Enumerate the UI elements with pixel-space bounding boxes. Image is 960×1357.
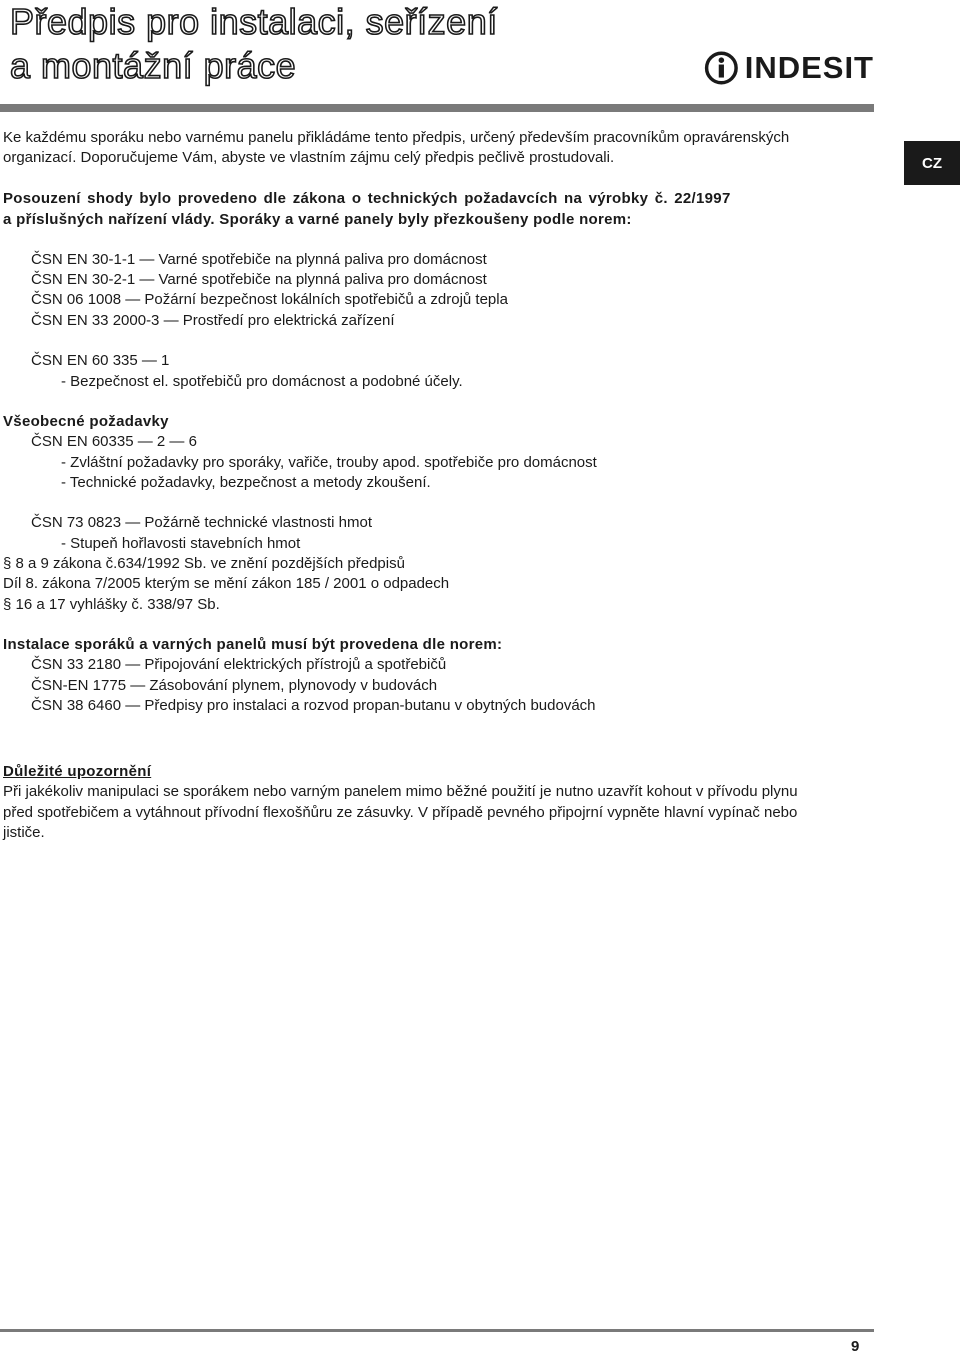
intro-line: Ke každému sporáku nebo varnému panelu přikládáme tento předpis, určený především pracovníkům opravárenských [3,129,790,146]
law-reference: § 16 a 17 vyhlášky č. 338/97 Sb. [3,596,220,613]
law-reference: § 8 a 9 zákona č.634/1992 Sb. ve znění pozdějších předpisů [3,555,405,572]
norm-code: ČSN EN 60 335 — 1 [31,352,170,369]
norm-item: ČSN EN 30-1-1 — Varné spotřebiče na plynná paliva pro domácnost [31,251,487,268]
norm-description: - Technické požadavky, bezpečnost a metody zkoušení. [61,474,431,491]
language-tab: CZ [904,141,960,185]
norm-description: - Bezpečnost el. spotřebičů pro domácnost a podobné účely. [61,373,463,390]
warning-text-line: před spotřebičem a vytáhnout přívodní flexošňůru ze zásuvky. V případě pevného připojrní vypněte hlavní vypínač nebo [3,804,798,821]
norm-item: ČSN EN 33 2000-3 — Prostředí pro elektrická zařízení [31,312,395,329]
brand-logo [704,46,874,90]
law-reference: Díl 8. zákona 7/2005 kterým se mění zákon 185 / 2001 o odpadech [3,575,450,592]
norm-item: ČSN 06 1008 — Požární bezpečnost lokálních spotřebičů a zdrojů tepla [31,291,508,308]
brand-name: INDESIT [744,50,874,85]
header-divider [0,104,874,112]
conformity-line: a příslušných nařízení vlády. Sporáky a varné panely byly přezkoušeny podle norem: [3,211,632,228]
installation-norm: ČSN-EN 1775 — Zásobování plynem, plynovody v budovách [31,677,438,694]
conformity-line: Posouzení shody bylo provedeno dle zákona o technických požadavcích na výrobky č. 22/1997 [3,190,731,207]
footer-divider [0,1329,874,1332]
installation-norm: ČSN 33 2180 — Připojování elektrických přístrojů a spotřebičů [31,656,447,673]
warning-text-line: Při jakékoliv manipulaci se sporákem nebo varným panelem mimo běžné použití je nutno uzavřít kohout v přívodu plynu [3,783,798,800]
page-title [10,0,498,88]
warning-heading: Důležité upozornění [3,763,152,780]
norm-code: ČSN EN 60335 — 2 — 6 [31,433,197,450]
installation-norm: ČSN 38 6460 — Předpisy pro instalaci a rozvod propan-butanu v obytných budovách [31,697,596,714]
section-heading-general: Všeobecné požadavky [3,413,169,430]
section-heading-installation: Instalace sporáků a varných panelů musí být provedena dle norem: [3,636,503,653]
page-number: 9 [851,1338,860,1355]
intro-line: organizací. Doporučujeme Vám, abyste ve vlastním zájmu celý předpis pečlivě prostudovali. [3,149,615,166]
page-title-line2: a montážní práce [10,45,297,86]
norm-item: ČSN EN 30-2-1 — Varné spotřebiče na plynná paliva pro domácnost [31,271,487,288]
norm-description: - Zvláštní požadavky pro sporáky, vařiče, trouby apod. spotřebiče pro domácnost [61,454,597,471]
norm-item: ČSN 73 0823 — Požárně technické vlastnosti hmot [31,514,373,531]
norm-description: - Stupeň hořlavosti stavebních hmot [61,535,301,552]
indesit-logo-icon [704,48,739,88]
warning-text-line: jističe. [3,824,45,841]
page-title-line1: Předpis pro instalaci, seřízení [10,1,498,42]
